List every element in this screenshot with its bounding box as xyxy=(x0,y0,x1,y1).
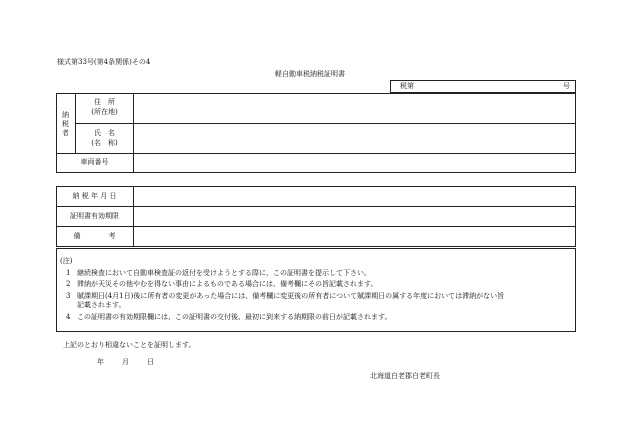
attestation-text: 上記のとおり相違ないことを証明します。 xyxy=(63,341,196,349)
date-year: 年 xyxy=(97,358,104,366)
form-number: 様式第33号(第4条関係)その4 xyxy=(57,58,151,66)
note-number: 3 xyxy=(66,292,71,300)
note-text: 賦課期日(4月1日)後に所有者の変更があった場合には、備考欄に変更後の所有者について賦課期日の属する年度においては滞納がない旨 xyxy=(77,292,505,300)
cert-number-box xyxy=(390,80,576,93)
address-label: 住 所 xyxy=(94,98,115,106)
note-text: 継続検査において自動車検査証の返付を受けようとする際に、この証明書を提示して下さい。 xyxy=(77,269,371,277)
payment-date-label: 納 税 年 月 日 xyxy=(72,192,117,200)
remarks-label: 備 考 xyxy=(73,232,116,240)
notes-heading: (注) xyxy=(60,257,73,265)
note-number: 4 xyxy=(66,313,71,321)
payment-details-table xyxy=(56,186,576,247)
name-label: 氏 名 xyxy=(94,129,115,137)
date-month: 月 xyxy=(122,358,129,366)
taxpayer-table xyxy=(56,93,576,173)
note-text-continued: 記載されます。 xyxy=(77,301,126,309)
cert-number-suffix: 号 xyxy=(563,82,570,90)
cert-number-prefix: 税第 xyxy=(400,82,414,90)
taxpayer-label: 納税者 xyxy=(62,111,69,137)
note-number: 2 xyxy=(66,280,71,288)
note-text: 滞納が天災その他やむを得ない事由によるものである場合には、備考欄にその旨記載されます。 xyxy=(77,280,378,288)
vehicle-number-label: 車両番号 xyxy=(80,158,109,166)
document-title: 軽自動車税納税証明書 xyxy=(275,70,345,78)
issuer-name: 北海道白老郡白老町長 xyxy=(370,372,440,380)
note-number: 1 xyxy=(66,269,71,277)
address-sub-label: (所在地) xyxy=(91,108,118,116)
name-sub-label: (名 称) xyxy=(91,139,118,147)
note-text: この証明書の有効期限欄には、この証明書の交付後、最初に到来する納期限の前日が記載されます。 xyxy=(77,313,392,321)
date-day: 日 xyxy=(147,358,154,366)
validity-label: 証明書有効期限 xyxy=(70,212,119,220)
